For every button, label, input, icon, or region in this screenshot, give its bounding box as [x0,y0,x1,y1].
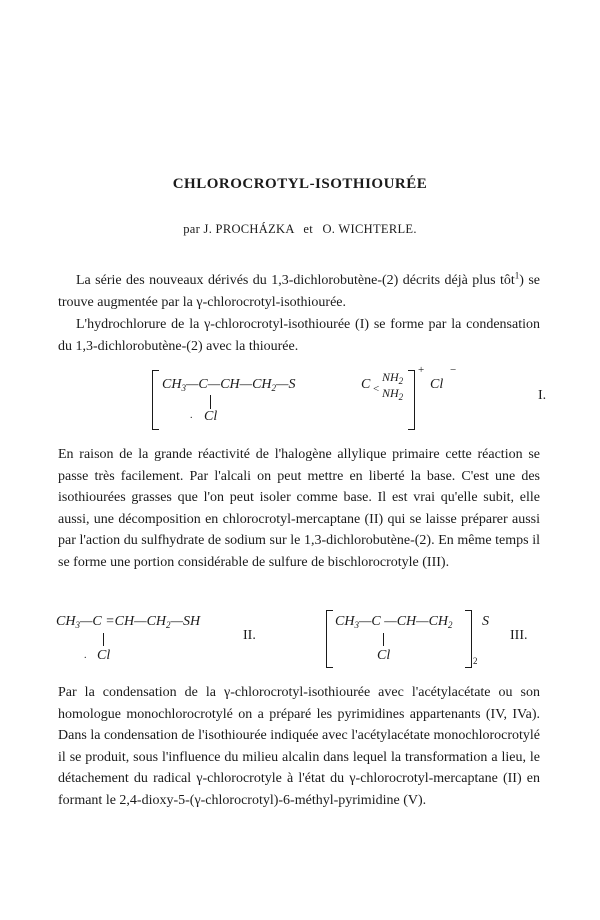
formula-3-left-bracket [326,610,333,668]
formula-2-speck: . [84,650,87,661]
formula-1-chain: $CH_3—C—CH—CH_2—S$ [162,377,296,393]
author-2: O. WICHTERLE. [322,222,417,236]
formula-3-chain: $CH_3—C$ $—CH—CH_2$ [335,614,453,630]
p1-text-b: ) se trouve augmentée par la γ-chlorocrotyl-isothiourée. [58,273,540,310]
formula-1-label: I. [538,388,547,403]
formula-3-label: III. [510,628,528,643]
p4-text: Par la condensation de la γ-chlorocrotyl-isothiourée avec l'acétylacétate ou son homologue monochlorocrotylé on a préparé les pyrimidines appartenants (IV, IVa). Dans la condensation de l'isothiourée indiquée avec l'acétylacétate monochlorocrotylé il se produit, sous l'influence du milieu alcalin dans lequel la transformation a lieu, le détachement du radical γ-chlorocrotyle à l'état du γ-chlorocrotyl-mercaptane (II) en formant le 2,4-dioxy-5-(γ-chlorocrotyl)-6-méthyl-pyrimidine (V). [58,685,540,808]
formula-1-left-bracket [152,370,159,430]
formula-1-fork: < [373,383,380,395]
formula-1-speck: . [190,410,193,421]
formula-1-cl: Cl [204,409,218,424]
p1-text-a: La série des nouveaux dérivés du 1,3-dichlorobutène-(2) décrits déjà plus tôt [76,273,515,288]
formula-1-minus: − [450,364,457,376]
formula-2-cl: Cl [97,648,111,663]
formula-3-cl: Cl [377,648,391,663]
formula-3-outer-sub: 2 [473,656,478,666]
article-title: CHLOROCROTYL-ISOTHIOURÉE [172,176,428,192]
formula-3-s: S [482,614,489,629]
body-paragraph-1 [58,270,540,313]
formula-3-right-bracket [465,610,472,668]
author-conjunction: et [303,222,314,236]
body-paragraph-3 [58,444,540,573]
formula-1-right-bracket [408,370,415,430]
formula-3-bond [383,633,384,646]
formula-1-charge: + [418,364,425,376]
author-line [0,222,600,237]
author-prefix: par [183,222,201,236]
body-paragraph-2 [58,314,540,357]
body-paragraph-4 [58,682,540,811]
formula-1-nh2-bottom: $NH_2$ [382,386,404,402]
formula-2-chain: $CH_3—C$ $=CH—CH_2—SH$ [56,614,201,630]
formula-1-carbon: C [361,377,371,392]
formula-1-anion: Cl [430,377,444,392]
p2-text: L'hydrochlorure de la γ-chlorocrotyl-isothiourée (I) se forme par la condensation du 1,3-dichlorobutène-(2) avec la thiourée. [58,317,540,354]
formula-2-label: II. [243,628,256,643]
formula-2-bond [103,633,104,646]
p3-text: En raison de la grande réactivité de l'halogène allylique primaire cette réaction se passe très facilement. Par l'alcali on peut mettre en liberté la base. C'est une des isothiourées grasses que l'on peut isoler comme base. Il est vrai qu'elle subit, elle aussi, une décomposition en chlorocrotyl-mercaptane (II) qui se laisse préparer aussi par l'action du sulfhydrate de sodium sur le 1,3-dichlorobutène-(2). En même temps il se forme une portion considérable de sulfure de bischlorocrotyle (III). [58,447,540,570]
formula-1-bond [210,395,211,409]
author-1: J. PROCHÁZKA [203,222,294,236]
formula-1-nh2-top: $NH_2$ [382,370,404,386]
footnote-marker: 1 [514,270,520,281]
